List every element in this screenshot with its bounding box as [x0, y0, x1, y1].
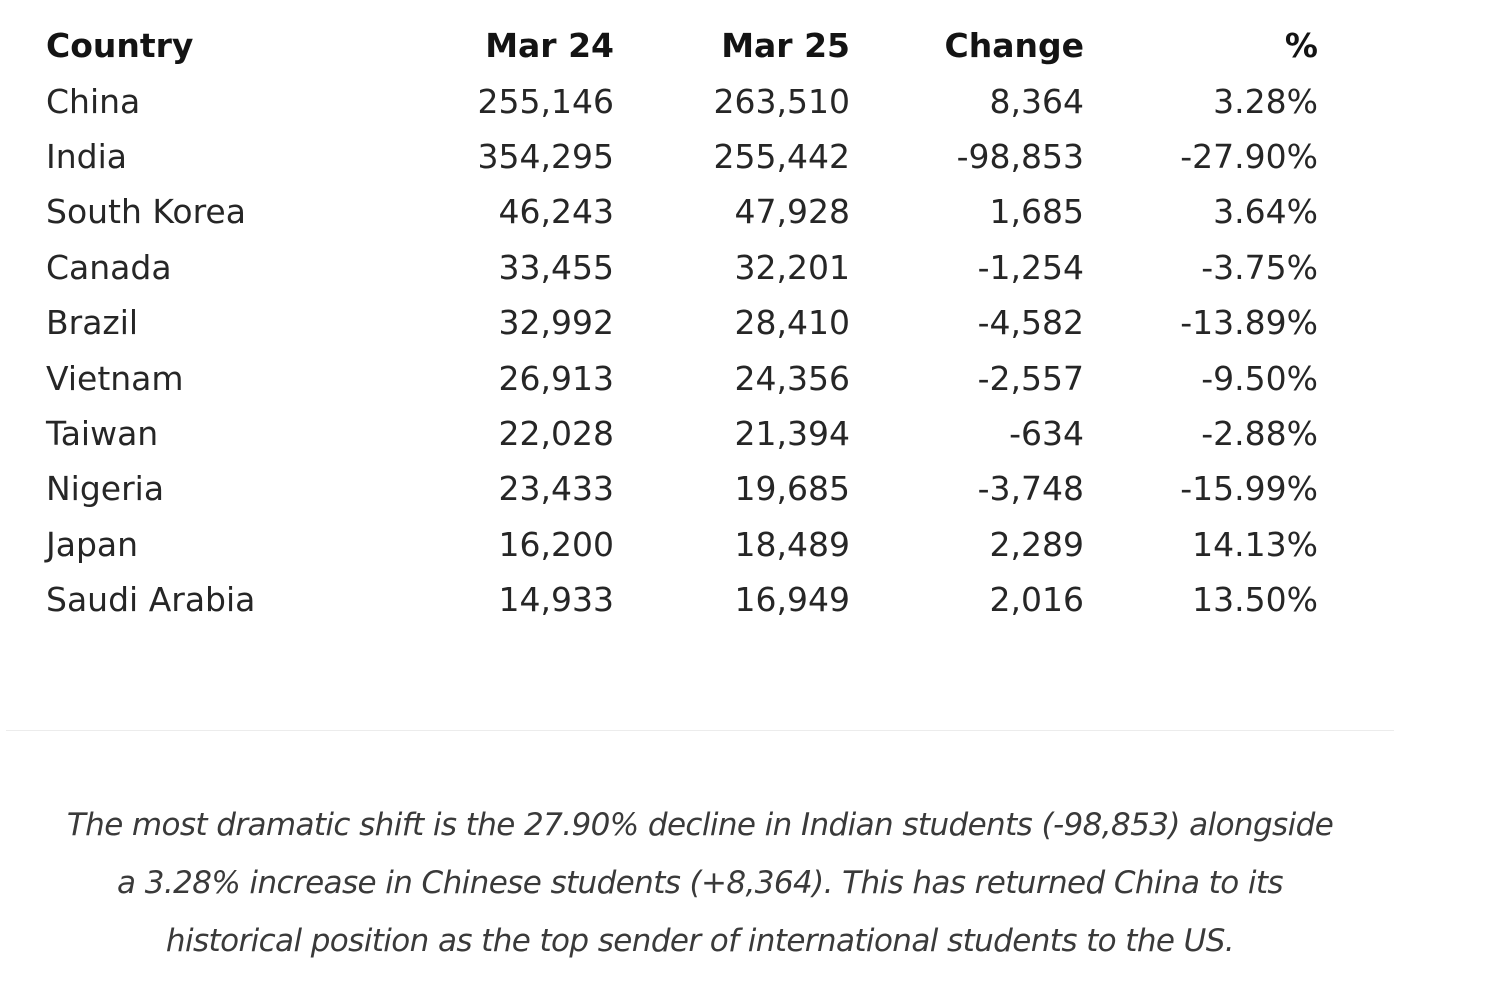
cell-country: Vietnam	[46, 358, 184, 398]
cell-mar-25: 18,489	[734, 524, 850, 564]
cell-percent: 13.50%	[1192, 580, 1318, 620]
cell-change: -1,254	[977, 247, 1084, 287]
cell-percent: -2.88%	[1201, 413, 1318, 453]
cell-change: -634	[1009, 413, 1084, 453]
table-header	[46, 18, 1318, 73]
analysis-caption	[0, 796, 1400, 970]
cell-country: Canada	[46, 247, 172, 287]
cell-percent: 3.64%	[1213, 192, 1318, 232]
cell-mar-24: 26,913	[498, 358, 614, 398]
cell-mar-24: 23,433	[498, 469, 614, 509]
cell-mar-24: 14,933	[498, 580, 614, 620]
table-row	[46, 129, 1318, 184]
header-percent: %	[1284, 26, 1318, 66]
cell-change: -98,853	[956, 136, 1084, 176]
table-row	[46, 406, 1318, 461]
cell-mar-24: 33,455	[498, 247, 614, 287]
caption-line: historical position as the top sender of international students to the US.	[165, 923, 1235, 959]
cell-change: -2,557	[977, 358, 1084, 398]
cell-percent: -27.90%	[1180, 136, 1318, 176]
cell-mar-25: 16,949	[734, 580, 850, 620]
table-row	[46, 73, 1318, 128]
header-change: Change	[944, 26, 1084, 66]
table-row	[46, 572, 1318, 627]
caption-line: The most dramatic shift is the 27.90% decline in Indian students (-98,853) alongside	[66, 807, 1334, 843]
student-table-container	[46, 18, 1326, 627]
international-students-table	[46, 18, 1318, 627]
caption-line: a 3.28% increase in Chinese students (+8,364). This has returned China to its	[117, 865, 1283, 901]
table-row	[46, 295, 1318, 350]
cell-mar-25: 24,356	[734, 358, 850, 398]
cell-mar-24: 16,200	[498, 524, 614, 564]
cell-country: India	[46, 136, 127, 176]
cell-mar-25: 28,410	[734, 303, 850, 343]
cell-mar-24: 46,243	[498, 192, 614, 232]
table-row	[46, 350, 1318, 405]
cell-country: Japan	[46, 524, 139, 564]
cell-percent: 3.28%	[1213, 81, 1318, 121]
table-body	[46, 73, 1318, 627]
table-row	[46, 240, 1318, 295]
cell-change: -4,582	[977, 303, 1084, 343]
section-divider	[6, 730, 1394, 731]
cell-mar-25: 47,928	[734, 192, 850, 232]
cell-change: 2,289	[989, 524, 1084, 564]
cell-country: Saudi Arabia	[46, 580, 256, 620]
cell-mar-25: 19,685	[734, 469, 850, 509]
cell-change: 1,685	[989, 192, 1084, 232]
cell-country: Taiwan	[46, 413, 159, 453]
table-row	[46, 461, 1318, 516]
cell-change: 8,364	[989, 81, 1084, 121]
cell-country: Brazil	[46, 303, 139, 343]
header-row	[46, 18, 1318, 73]
cell-mar-24: 354,295	[477, 136, 614, 176]
cell-country: South Korea	[46, 192, 246, 232]
cell-percent: -15.99%	[1180, 469, 1318, 509]
cell-country: China	[46, 81, 141, 121]
cell-country: Nigeria	[46, 469, 165, 509]
cell-mar-25: 32,201	[734, 247, 850, 287]
table-row	[46, 517, 1318, 572]
header-country: Country	[46, 26, 194, 66]
cell-change: -3,748	[977, 469, 1084, 509]
cell-mar-24: 255,146	[477, 81, 614, 121]
cell-mar-24: 32,992	[498, 303, 614, 343]
cell-change: 2,016	[989, 580, 1084, 620]
cell-percent: -3.75%	[1201, 247, 1318, 287]
cell-mar-24: 22,028	[498, 413, 614, 453]
cell-mar-25: 255,442	[713, 136, 850, 176]
cell-percent: -13.89%	[1180, 303, 1318, 343]
cell-percent: 14.13%	[1192, 524, 1318, 564]
cell-mar-25: 21,394	[734, 413, 850, 453]
header-mar-24: Mar 24	[485, 26, 614, 66]
cell-percent: -9.50%	[1201, 358, 1318, 398]
cell-mar-25: 263,510	[713, 81, 850, 121]
header-mar-25: Mar 25	[721, 26, 850, 66]
table-row	[46, 184, 1318, 239]
